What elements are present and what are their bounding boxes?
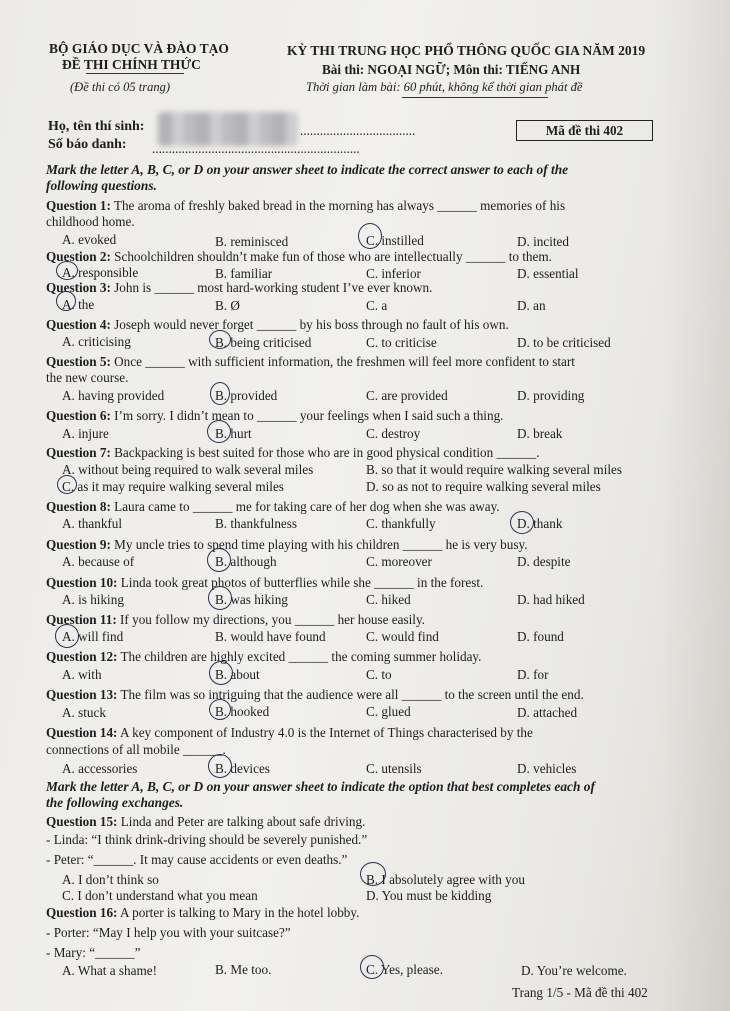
candidate-name-label: Họ, tên thí sinh: bbox=[48, 119, 145, 134]
question-13: Question 13: The film was so intriguing that the audience were all ______ to the screen until the end. bbox=[46, 687, 584, 702]
q6-option-c: C. destroy bbox=[366, 426, 421, 441]
question-16: Question 16: A porter is talking to Mary in the hotel lobby. bbox=[46, 905, 360, 920]
q16-option-c: C. Yes, please. bbox=[366, 962, 443, 977]
q10-option-c: C. hiked bbox=[366, 592, 411, 607]
q6-option-a: A. injure bbox=[62, 426, 109, 441]
section2-instruction: Mark the letter A, B, C, or D on your answer sheet to indicate the option that best completes each of bbox=[46, 779, 595, 794]
q2-option-a: A. responsible bbox=[62, 265, 139, 280]
q14-option-b: B. devices bbox=[215, 761, 270, 776]
answer-circle bbox=[56, 291, 76, 311]
pages-note: (Đề thi có 05 trang) bbox=[70, 80, 170, 94]
answer-circle bbox=[209, 661, 233, 685]
q16-dialogue-porter: - Porter: “May I help you with your suitcase?” bbox=[46, 925, 291, 940]
question-3: Question 3: John is ______ most hard-working student I’ve ever known. bbox=[46, 280, 433, 295]
answer-circle bbox=[208, 586, 232, 610]
q12-option-d: D. for bbox=[517, 667, 549, 682]
q11-option-b: B. would have found bbox=[215, 629, 326, 644]
q1-option-b: B. reminisced bbox=[215, 234, 289, 249]
q4-option-a: A. criticising bbox=[62, 334, 131, 349]
question-14-cont: connections of all mobile ______. bbox=[46, 742, 226, 757]
question-2: Question 2: Schoolchildren shouldn’t make fun of those who are intellectually ______ to them. bbox=[46, 249, 552, 264]
answer-circle bbox=[210, 382, 230, 405]
answer-circle bbox=[209, 330, 231, 349]
q10-option-b: B. was hiking bbox=[215, 592, 288, 607]
q6-option-d: D. break bbox=[517, 426, 563, 441]
question-9: Question 9: My uncle tries to spend time playing with his children ______ he is very busy. bbox=[46, 537, 528, 552]
candidate-id-label: Số báo danh: bbox=[48, 137, 127, 152]
q3-option-c: C. a bbox=[366, 298, 388, 313]
section1-instruction-cont: following questions. bbox=[46, 178, 157, 193]
q15-option-b: B. I absolutely agree with you bbox=[366, 872, 525, 887]
question-5: Question 5: Once ______ with sufficient information, the freshmen will feel more confident to start bbox=[46, 354, 575, 369]
section1-instruction: Mark the letter A, B, C, or D on your answer sheet to indicate the correct answer to each of the bbox=[46, 162, 569, 177]
section2-instruction-cont: the following exchanges. bbox=[46, 795, 184, 810]
q5-option-b: B. provided bbox=[215, 388, 278, 403]
exam-code-box: Mã đề thi 402 bbox=[516, 120, 653, 141]
q2-option-b: B. familiar bbox=[215, 266, 273, 281]
q11-option-a: A. will find bbox=[62, 629, 124, 644]
q15-option-c: C. I don’t understand what you mean bbox=[62, 888, 258, 903]
q6-option-b: B. hurt bbox=[215, 426, 252, 441]
q5-option-a: A. having provided bbox=[62, 388, 165, 403]
page-footer: Trang 1/5 - Mã đề thi 402 bbox=[512, 985, 648, 1000]
answer-circle bbox=[57, 475, 77, 494]
q5-option-c: C. are provided bbox=[366, 388, 448, 403]
question-15: Question 15: Linda and Peter are talking about safe driving. bbox=[46, 814, 366, 829]
q2-option-c: C. inferior bbox=[366, 266, 421, 281]
q11-option-d: D. found bbox=[517, 629, 564, 644]
q16-option-a: A. What a shame! bbox=[62, 963, 157, 978]
answer-circle bbox=[56, 261, 78, 280]
ministry-name: BỘ GIÁO DỤC VÀ ĐÀO TẠO bbox=[49, 41, 229, 56]
q5-option-d: D. providing bbox=[517, 388, 585, 403]
q15-dialogue-linda: - Linda: “I think drink-driving should be severely punished.” bbox=[46, 832, 368, 847]
q16-option-b: B. Me too. bbox=[215, 962, 272, 977]
question-4: Question 4: Joseph would never forget ______ by his boss through no fault of his own. bbox=[46, 317, 509, 332]
q10-option-d: D. had hiked bbox=[517, 592, 585, 607]
q3-option-a: A. the bbox=[62, 297, 95, 312]
q8-option-c: C. thankfully bbox=[366, 516, 436, 531]
q7-option-d: D. so as not to require walking several miles bbox=[366, 479, 601, 494]
candidate-name-dots: ................................... bbox=[300, 123, 416, 138]
answer-circle bbox=[360, 955, 384, 979]
question-6: Question 6: I’m sorry. I didn’t mean to ______ your feelings when I said such a thing. bbox=[46, 408, 504, 423]
answer-circle bbox=[207, 420, 231, 443]
question-1-cont: childhood home. bbox=[46, 214, 135, 229]
q1-option-a: A. evoked bbox=[62, 232, 117, 247]
q7-option-c: C. as it may require walking several miles bbox=[62, 479, 284, 494]
question-10: Question 10: Linda took great photos of butterflies while she ______ in the forest. bbox=[46, 575, 484, 590]
q15-option-d: D. You must be kidding bbox=[366, 888, 492, 903]
header-underline-left bbox=[86, 73, 184, 74]
q9-option-a: A. because of bbox=[62, 554, 135, 569]
answer-circle bbox=[358, 223, 382, 249]
q12-option-a: A. with bbox=[62, 667, 102, 682]
q4-option-c: C. to criticise bbox=[366, 335, 437, 350]
q9-option-d: D. despite bbox=[517, 554, 571, 569]
q10-option-a: A. is hiking bbox=[62, 592, 124, 607]
q16-option-d: D. You’re welcome. bbox=[521, 963, 627, 978]
q13-option-b: B. hooked bbox=[215, 704, 270, 719]
official-exam-label: ĐỀ THI CHÍNH THỨC bbox=[62, 57, 201, 72]
page-shadow bbox=[660, 0, 730, 1011]
q14-option-a: A. accessories bbox=[62, 761, 138, 776]
question-8: Question 8: Laura came to ______ me for taking care of her dog when she was away. bbox=[46, 499, 500, 514]
answer-circle bbox=[209, 699, 231, 720]
question-14: Question 14: A key component of Industry 4.0 is the Internet of Things characterised by the bbox=[46, 725, 533, 740]
q4-option-b: B. being criticised bbox=[215, 335, 312, 350]
q1-option-d: D. incited bbox=[517, 234, 570, 249]
answer-circle bbox=[207, 548, 231, 572]
q8-option-b: B. thankfulness bbox=[215, 516, 298, 531]
q12-option-b: B. about bbox=[215, 667, 260, 682]
answer-circle bbox=[208, 754, 232, 778]
q15-option-a: A. I don’t think so bbox=[62, 872, 159, 887]
q11-option-c: C. would find bbox=[366, 629, 439, 644]
q9-option-b: B. although bbox=[215, 554, 277, 569]
q13-option-c: C. glued bbox=[366, 704, 411, 719]
exam-subject: Bài thi: NGOẠI NGỮ; Môn thi: TIẾNG ANH bbox=[322, 62, 581, 77]
q8-option-d: D. thank bbox=[517, 516, 563, 531]
q7-option-b: B. so that it would require walking several miles bbox=[366, 462, 623, 477]
exam-title: KỲ THI TRUNG HỌC PHỔ THÔNG QUỐC GIA NĂM 2019 bbox=[287, 43, 646, 58]
question-12: Question 12: The children are highly excited ______ the coming summer holiday. bbox=[46, 649, 482, 664]
header-underline-right bbox=[402, 97, 548, 98]
question-7: Question 7: Backpacking is best suited for those who are in good physical condition ______. bbox=[46, 445, 540, 460]
q8-option-a: A. thankful bbox=[62, 516, 123, 531]
q9-option-c: C. moreover bbox=[366, 554, 432, 569]
q7-option-a: A. without being required to walk several miles bbox=[62, 462, 314, 477]
question-5-cont: the new course. bbox=[46, 370, 129, 385]
answer-circle bbox=[55, 624, 79, 648]
q2-option-d: D. essential bbox=[517, 266, 579, 281]
q4-option-d: D. to be criticised bbox=[517, 335, 611, 350]
q3-option-b: B. Ø bbox=[215, 298, 240, 313]
question-11: Question 11: If you follow my directions, you ______ her house easily. bbox=[46, 612, 425, 627]
q14-option-c: C. utensils bbox=[366, 761, 422, 776]
question-1: Question 1: The aroma of freshly baked bread in the morning has always ______ memories of his bbox=[46, 198, 566, 213]
exam-time: Thời gian làm bài: 60 phút, không kể thời gian phát đề bbox=[306, 80, 583, 94]
q13-option-d: D. attached bbox=[517, 705, 578, 720]
q12-option-c: C. to bbox=[366, 667, 392, 682]
candidate-id-dots: ............................................................... bbox=[152, 141, 360, 156]
answer-circle bbox=[510, 511, 534, 534]
q15-dialogue-peter: - Peter: “______. It may cause accidents or even deaths.” bbox=[46, 852, 348, 867]
q13-option-a: A. stuck bbox=[62, 705, 106, 720]
answer-circle bbox=[360, 862, 386, 886]
q3-option-d: D. an bbox=[517, 298, 546, 313]
q16-dialogue-mary: - Mary: “______” bbox=[46, 945, 141, 960]
q14-option-d: D. vehicles bbox=[517, 761, 577, 776]
q1-option-c: C. instilled bbox=[366, 233, 424, 248]
